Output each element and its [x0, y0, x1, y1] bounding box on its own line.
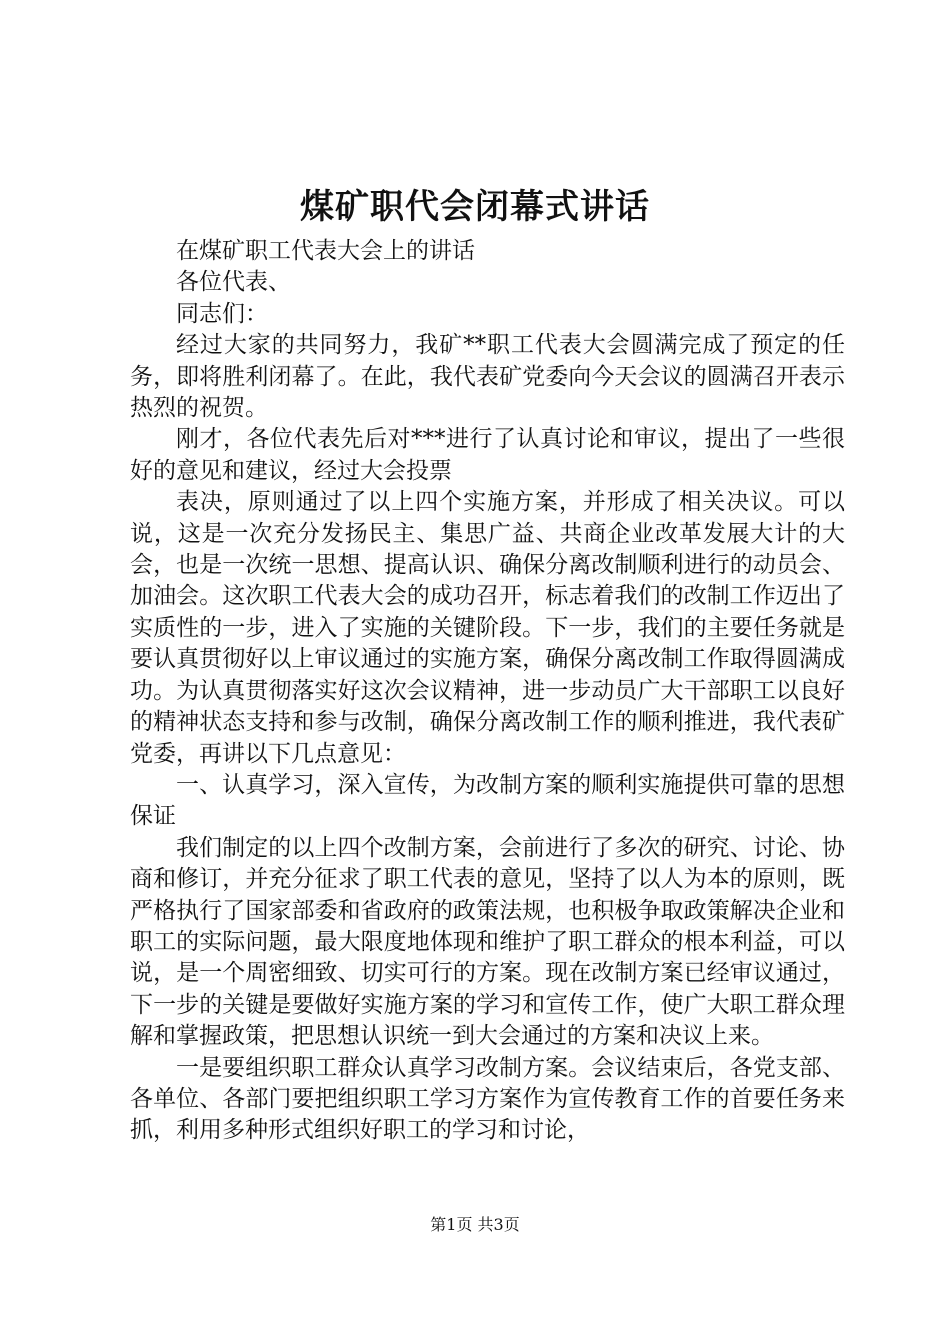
paragraph-salutation-delegates: 各位代表、: [176, 269, 291, 296]
paragraph-plan-description: 我们制定的以上四个改制方案，会前进行了多次的研究、讨论、协商和修订，并充分征求了职工代表的意见，坚持了以人为本的原则，既严格执行了国家部委和省政府的政策法规，也积极争取政策解决企业和职工的实际问题，最大限度地体现和维护了职工群众的根本利益，可以说，是一个周密细致、切实可行的方案。现在改制方案已经审议通过，下一步的关键是要做好实施方案的学习和宣传工作，使广大职工群众理解和掌握政策，把思想认识统一到大会通过的方案和决议上来。: [130, 834, 845, 1050]
page-footer: 第1页 共3页: [430, 1215, 520, 1234]
paragraph-opening: 经过大家的共同努力，我矿**职工代表大会圆满完成了预定的任务，即将胜利闭幕了。在此，我代表矿党委向今天会议的圆满召开表示热烈的祝贺。: [130, 332, 845, 422]
paragraph-review: 刚才，各位代表先后对***进行了认真讨论和审议，提出了一些很好的意见和建议，经过大会投票: [130, 426, 845, 484]
document-title: 煤矿职代会闭幕式讲话: [300, 187, 650, 227]
document-body: [130, 236, 845, 1147]
paragraph-speech-heading: 在煤矿职工代表大会上的讲话: [176, 238, 475, 264]
paragraph-salutation-comrades: 同志们：: [176, 300, 268, 327]
section-heading-1: 一、认真学习，深入宣传，为改制方案的顺利实施提供可靠的思想保证: [130, 771, 845, 830]
paragraph-resolution: 表决，原则通过了以上四个实施方案，并形成了相关决议。可以说，这是一次充分发扬民主、集思广益、共商企业改革发展大计的大会，也是一次统一思想、提高认识、确保分离改制顺利进行的动员会、加油会。这次职工代表大会的成功召开，标志着我们的改制工作迈出了实质性的一步，进入了实施的关键阶段。下一步，我们的主要任务就是要认真贯彻好以上审议通过的实施方案，确保分离改制工作取得圆满成功。为认真贯彻落实好这次会议精神，进一步动员广大干部职工以良好的精神状态支持和参与改制，确保分离改制工作的顺利推进，我代表矿党委，再讲以下几点意见：: [130, 489, 845, 767]
paragraph-study-organization: 一是要组织职工群众认真学习改制方案。会议结束后，各党支部、各单位、各部门要把组织职工学习方案作为宣传教育工作的首要任务来抓，利用多种形式组织好职工的学习和讨论，: [130, 1054, 845, 1144]
